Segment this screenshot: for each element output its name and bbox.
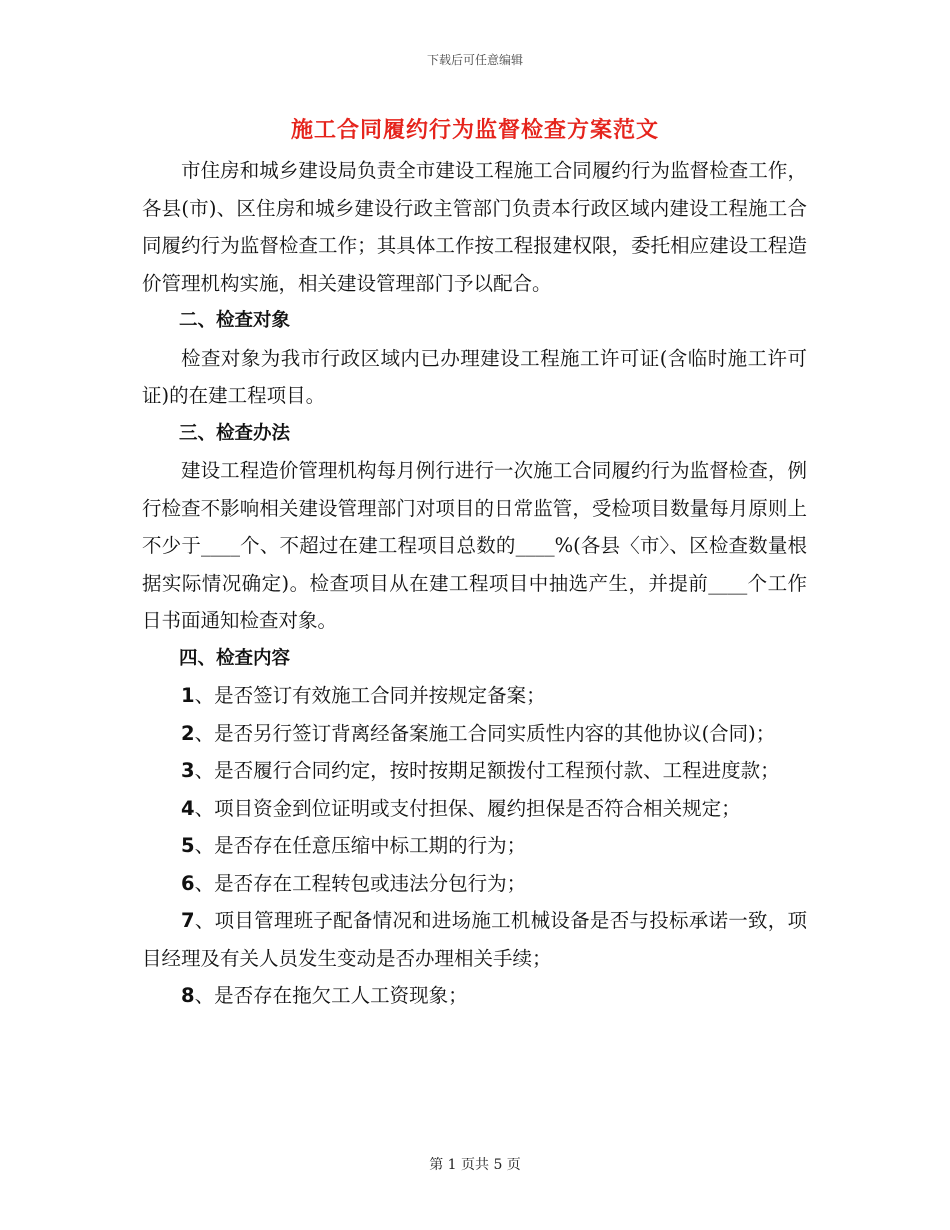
- list-item-number: 6: [181, 871, 195, 895]
- list-item: [142, 865, 807, 903]
- list-item-number: 7: [181, 909, 195, 932]
- section-heading-inspection-target: 二、检查对象: [179, 310, 291, 331]
- list-item: [142, 790, 807, 828]
- section-heading-inspection-method: 三、检查办法: [179, 422, 291, 444]
- list-item-text: 、是否另行签订背离经备案施工合同实质性内容的其他协议(合同)；: [194, 721, 776, 745]
- list-item-text: 、项目管理班子配备情况和进场施工机械设备是否与投标承诺一致，项目经理及有关人员发生变动是否办理相关手续；: [142, 909, 807, 970]
- page-header-note: 下载后可任意编辑: [426, 53, 523, 67]
- page-footer-number: 第 1 页共 5 页: [429, 1157, 521, 1173]
- intro-paragraph: 市住房和城乡建设局负责全市建设工程施工合同履约行为监督检查工作，各县(市)、区住房和城乡建设行政主管部门负责本行政区域内建设工程施工合同履约行为监督检查工作；其具体工作按工程报建权限，委托相应建设工程造价管理机构实施，相关建设管理部门予以配合。: [142, 159, 807, 295]
- section-heading-inspection-content: 四、检查内容: [179, 647, 291, 669]
- list-item-text: 、是否签订有效施工合同并按规定备案；: [194, 684, 546, 707]
- list-item: [142, 827, 807, 865]
- list-item: [142, 902, 807, 977]
- list-item-number: 1: [181, 684, 195, 707]
- list-item-text: 、是否存在拖欠工人工资现象；: [194, 984, 468, 1007]
- list-item-number: 3: [181, 759, 195, 782]
- list-item-number: 8: [181, 984, 195, 1007]
- list-item: [142, 715, 807, 753]
- list-item-text: 、是否存在任意压缩中标工期的行为；: [194, 834, 527, 857]
- section-text-inspection-method: 建设工程造价管理机构每月例行进行一次施工合同履约行为监督检查，例行检查不影响相关建设管理部门对项目的日常监管，受检项目数量每月原则上不少于____个、不超过在建工程项目总数的____%(各县〈市〉、区检查数量根据实际情况确定)。检查项目从在建工程项目中抽选产生，并提前____个工作日书面通知检查对象。: [142, 459, 807, 632]
- document-title: 施工合同履约行为监督检查方案范文: [290, 117, 659, 143]
- list-item-number: 2: [181, 721, 195, 745]
- list-item: [142, 677, 807, 715]
- list-item-text: 、项目资金到位证明或支付担保、履约担保是否符合相关规定；: [194, 796, 741, 820]
- list-item-number: 5: [181, 834, 195, 857]
- list-item-number: 4: [181, 796, 195, 820]
- document-body: [142, 152, 807, 1015]
- list-item-text: 、是否存在工程转包或违法分包行为；: [194, 871, 527, 895]
- section-text-inspection-target: 检查对象为我市行政区域内已办理建设工程施工许可证(含临时施工许可证)的在建工程项目。: [142, 346, 807, 407]
- list-item-text: 、是否履行合同约定，按时按期足额拨付工程预付款、工程进度款；: [194, 759, 780, 782]
- list-item: [142, 977, 807, 1015]
- list-item: [142, 752, 807, 790]
